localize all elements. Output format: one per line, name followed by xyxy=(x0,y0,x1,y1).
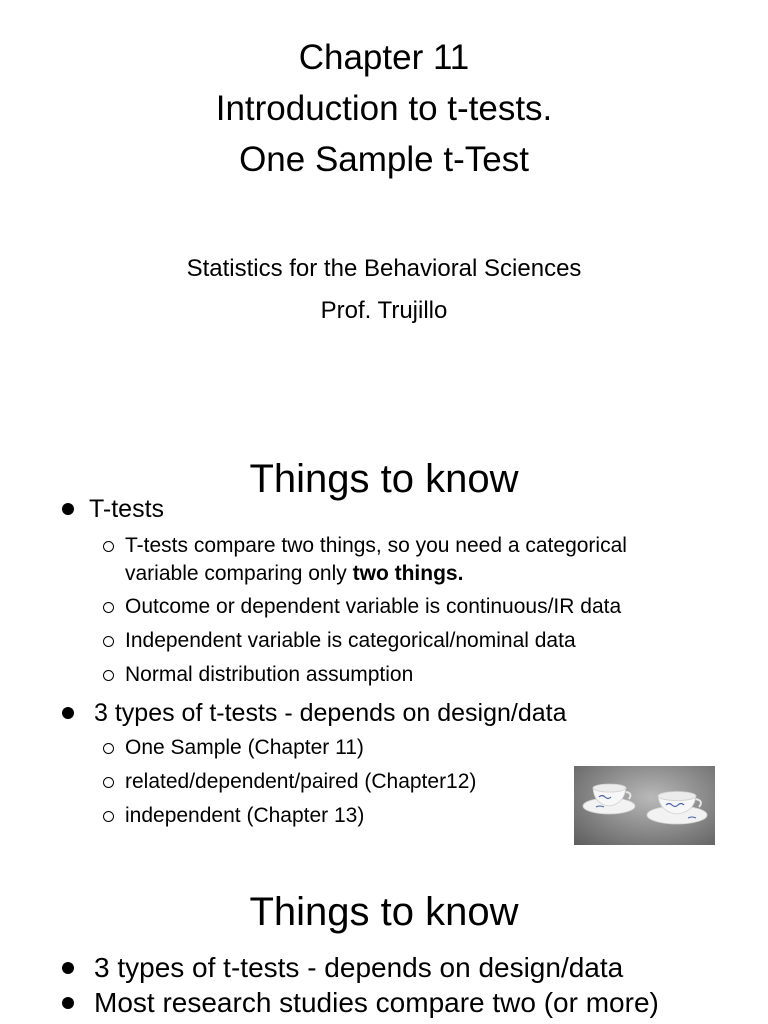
list-item-text: One Sample (Chapter 11) xyxy=(125,736,364,759)
bullet-label: 3 types of t-tests - depends on design/data xyxy=(94,699,567,727)
list-item-text: independent (Chapter 13) xyxy=(125,804,365,827)
circle-bullet-icon xyxy=(103,670,114,681)
chapter-title: Chapter 11 xyxy=(298,38,470,77)
circle-bullet-icon xyxy=(103,743,114,754)
title-block xyxy=(0,32,768,185)
list-item-text: related/dependent/paired (Chapter12) xyxy=(125,770,477,793)
bullet-dot xyxy=(62,997,74,1009)
course-name: Statistics for the Behavioral Sciences xyxy=(186,255,582,282)
list-item-text: Independent variable is categorical/nominal data xyxy=(125,629,576,652)
circle-bullet-icon xyxy=(103,811,114,822)
section-heading-1: Things to know xyxy=(249,457,519,501)
subtitle-block xyxy=(0,248,768,332)
bullet-dot xyxy=(62,707,74,719)
bullet-label: 3 types of t-tests - depends on design/data xyxy=(94,952,624,983)
list-item-text: variable comparing only two things. xyxy=(125,562,464,585)
circle-bullet-icon xyxy=(103,541,114,552)
teacups-photo-icon xyxy=(574,766,715,845)
circle-bullet-icon xyxy=(103,777,114,788)
professor-name: Prof. Trujillo xyxy=(320,297,448,324)
bold-emphasis: two things. xyxy=(352,562,464,585)
bullet-dot xyxy=(62,962,74,974)
circle-bullet-icon xyxy=(103,636,114,647)
list-item-text: Outcome or dependent variable is continuous/IR data xyxy=(125,595,622,618)
title-line-2: Introduction to t-tests. xyxy=(215,89,553,128)
section-heading-2: Things to know xyxy=(249,890,519,934)
bullet-label: Most research studies compare two (or more) xyxy=(94,987,659,1018)
teacups-photo xyxy=(574,766,715,845)
title-line-3: One Sample t-Test xyxy=(239,140,529,179)
bullet-dot xyxy=(62,503,74,515)
circle-bullet-icon xyxy=(103,602,114,613)
list-item-text: T-tests compare two things, so you need a categorical xyxy=(125,534,627,557)
bullet-label: T-tests xyxy=(89,495,165,523)
list-item-text: Normal distribution assumption xyxy=(125,663,414,686)
